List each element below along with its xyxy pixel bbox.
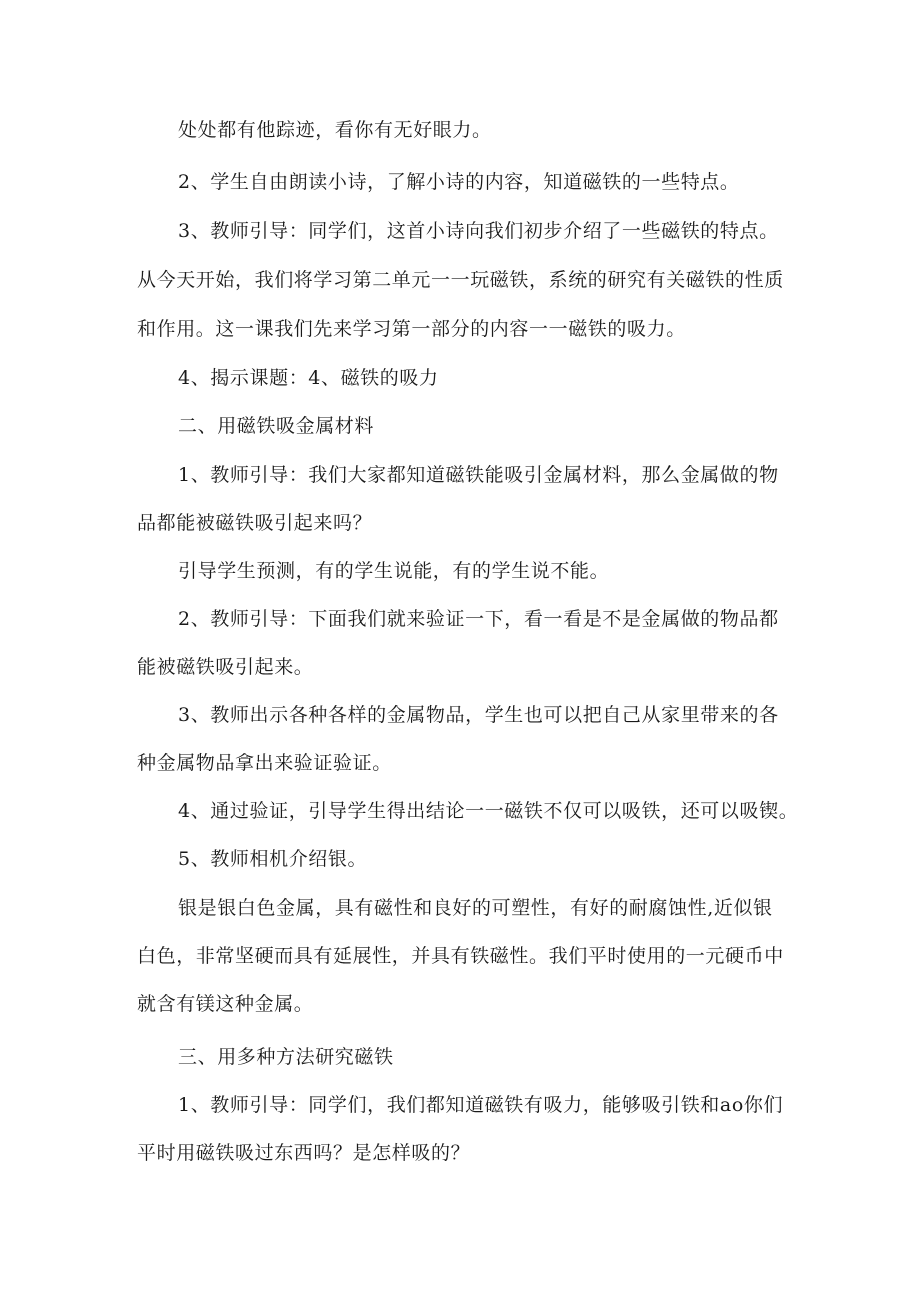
paragraph-line: 2、学生自由朗读小诗，了解小诗的内容，知道磁铁的一些特点。 [178, 171, 740, 193]
paragraph-line: 引导学生预测，有的学生说能，有的学生说不能。 [178, 560, 610, 582]
paragraph-line: 就含有镁这种金属。 [137, 993, 314, 1015]
paragraph-line: 品都能被磁铁吸引起来吗？ [137, 512, 373, 534]
paragraph-line: 1、教师引导：我们大家都知道磁铁能吸引金属材料，那么金属做的物 [178, 464, 779, 486]
paragraph-line: 种金属物品拿出来验证验证。 [137, 752, 392, 774]
section-heading: 三、用多种方法研究磁铁 [178, 1046, 394, 1068]
paragraph-line: 和作用。这一课我们先来学习第一部分的内容一一磁铁的吸力。 [137, 318, 686, 340]
paragraph-line: 银是银白色金属，具有磁性和良好的可塑性，有好的耐腐蚀性,近似银 [178, 897, 773, 919]
paragraph-line: 2、教师引导：下面我们就来验证一下，看一看是不是金属做的物品都 [178, 608, 779, 630]
section-heading: 二、用磁铁吸金属材料 [178, 415, 375, 437]
paragraph-line: 从今天开始，我们将学习第二单元一一玩磁铁，系统的研究有关磁铁的性质 [137, 269, 784, 291]
paragraph-line: 处处都有他踪迹，看你有无好眼力。 [178, 119, 492, 141]
paragraph-line: 3、教师引导：同学们，这首小诗向我们初步介绍了一些磁铁的特点。 [178, 220, 779, 242]
paragraph-line: 5、教师相机介绍银。 [178, 848, 368, 870]
paragraph-line: 能被磁铁吸引起来。 [137, 656, 314, 678]
paragraph-line: 平时用磁铁吸过东西吗？是怎样吸的？ [137, 1142, 471, 1164]
paragraph-line: 3、教师出示各种各样的金属物品，学生也可以把自己从家里带来的各 [178, 704, 779, 726]
paragraph-line: 白色，非常坚硬而具有延展性，并具有铁磁性。我们平时使用的一元硬币中 [137, 945, 784, 967]
paragraph-line: 4、揭示课题：4、磁铁的吸力 [178, 367, 439, 389]
paragraph-line: 4、通过验证，引导学生得出结论一一磁铁不仅可以吸铁，还可以吸锲。 [178, 800, 799, 822]
paragraph-line: 1、教师引导：同学们，我们都知道磁铁有吸力，能够吸引铁和ao你们 [178, 1094, 784, 1116]
